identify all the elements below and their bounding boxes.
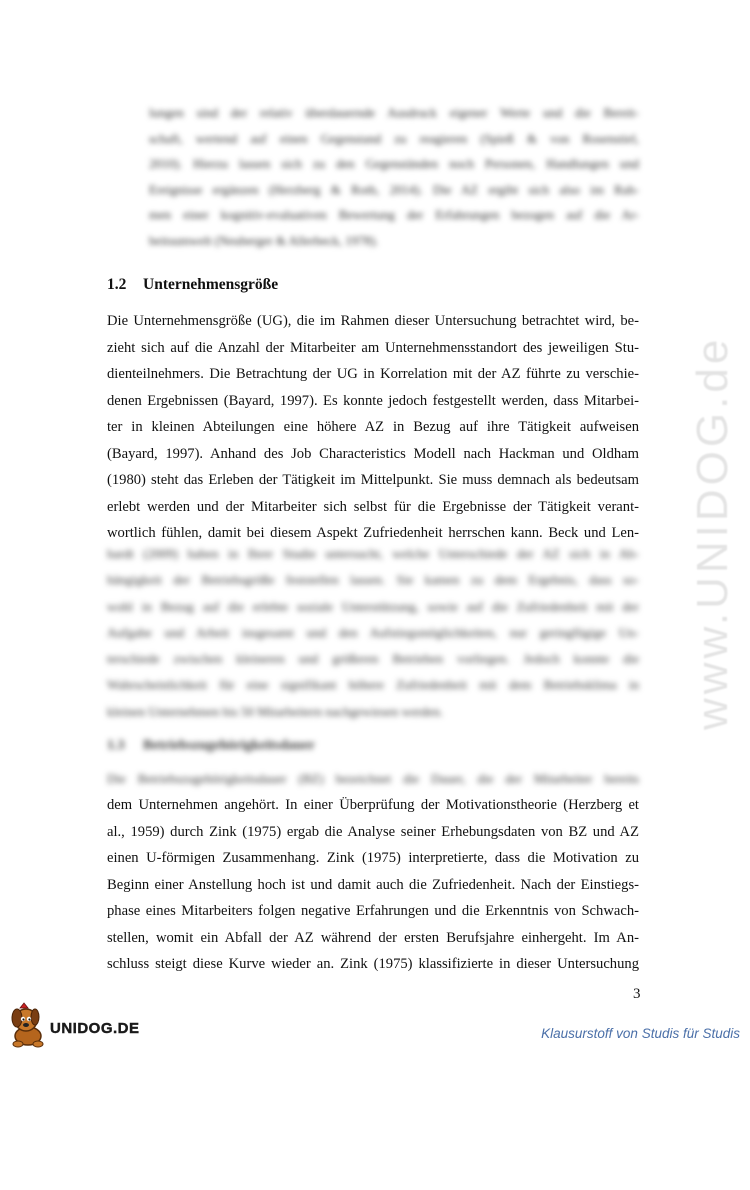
text-line: 2010). Hierzu lassen sich zu den Gegenständen noch Personen, Handlungen und xyxy=(149,157,639,171)
text-line: Die Betriebszugehörigkeitsdauer (BZ) bezeichnet die Dauer, die der Mitarbeiter bereits xyxy=(107,771,639,786)
text-line: terschiede zwischen kleineren und größeren Betrieben vorliegen. Jedoch konnte die xyxy=(107,651,639,667)
text-line: Aufgabe und Arbeit insgesamt und den Aufstiegsmöglichkeiten, nur geringfügige Un- xyxy=(107,624,639,640)
text-line: (Bayard, 1997). Anhand des Job Characteristics Modell nach Hackman und Oldham xyxy=(107,445,639,462)
text-line: zieht sich auf die Anzahl der Mitarbeiter am Unternehmensstandort des jeweiligen Stu- xyxy=(107,339,639,356)
section-heading-1-3 xyxy=(107,738,315,754)
dog-mascot-icon xyxy=(8,1002,52,1048)
text-line: erlebt werden und der Mitarbeiter sich selbst für die Ergebnisse der Tätigkeit verant- xyxy=(107,498,639,515)
text-line: Die Unternehmensgröße (UG), die im Rahmen dieser Untersuchung betrachtet wird, be- xyxy=(107,313,639,329)
watermark-text: www.UNIDOG.de xyxy=(688,335,737,730)
text-line: einen U-förmigen Zusammenhang. Zink (1975) interpretierte, dass die Motivation zu xyxy=(107,850,639,866)
text-line: schaft, wertend auf einen Gegenstand zu reagieren (Spieß & von Rosenstiel, xyxy=(149,131,639,146)
page-number: 3 xyxy=(633,986,641,1002)
text-line: lungen sind der relativ überdauernde Ausdruck eigener Werte und die Bereit- xyxy=(149,106,639,120)
logo-text: UNIDOG.DE xyxy=(50,1020,140,1037)
text-line: beitsumwelt (Neuberger & Allerbeck, 1978). xyxy=(149,233,379,248)
text-line: (1980) steht das Erleben der Tätigkeit im Mittelpunkt. Sie muss demnach als bedeutsam xyxy=(107,472,639,488)
text-line: hängigkeit der Betriebsgröße feststellen lassen. Sie kamen zu dem Ergebnis, dass so- xyxy=(107,572,639,588)
text-line: wortlich fühlen, damit bei diesem Aspekt Zufriedenheit herrschen kann. Beck und Len- xyxy=(107,525,639,541)
text-line: wohl in Bezug auf die erlebte soziale Unterstützung, sowie auf die Zufriedenheit mit der xyxy=(107,598,639,614)
top-paragraph xyxy=(149,101,639,254)
text-line: Beginn einer Anstellung hoch ist und damit auch die Zufriedenheit. Nach der Einstiegs- xyxy=(107,876,639,893)
section-title: Betriebszugehörigkeitsdauer xyxy=(143,738,315,753)
text-line: phase eines Mitarbeiters folgen negative Erfahrungen und die Erkenntnis von Schwach- xyxy=(107,903,639,919)
section-1-2-body xyxy=(107,308,639,547)
text-line: al., 1959) durch Zink (1975) ergab die Analyse seiner Erhebungsdaten von BZ und AZ xyxy=(107,823,639,840)
text-line: dem Unternehmen angehört. In einer Überprüfung der Motivationstheorie (Herzberg et xyxy=(107,797,639,813)
text-line: schluss steigt diese Kurve wieder an. Zink (1975) klassifizierte in dieser Untersuchung xyxy=(107,956,639,972)
text-line: men einer kognitiv-evaluativen Bewertung der Erfahrungen bezogen auf die Ar- xyxy=(149,208,639,222)
section-1-2-blurred xyxy=(107,541,639,725)
section-heading-1-2 xyxy=(107,276,278,294)
text-line: Ereignisse ergänzen (Herzberg & Roth, 2014). Die AZ ergibt sich also im Rah- xyxy=(149,182,639,197)
text-line: kleinen Unternehmen bis 50 Mitarbeitern nachgewiesen werden. xyxy=(107,703,444,719)
section-1-3-body xyxy=(107,792,639,978)
text-line: denen Ergebnissen (Bayard, 1997). Es konnte jedoch festgestellt werden, dass Mitarbei- xyxy=(107,392,639,409)
unidog-logo[interactable] xyxy=(8,1000,208,1050)
text-line: Wahrscheinlichkeit für eine signifikant höhere Zufriedenheit mit dem Betriebsklima in xyxy=(107,677,639,693)
text-line: ter in kleinen Abteilungen eine höhere AZ in Bezug auf ihre Tätigkeit aufweisen xyxy=(107,419,639,435)
text-line: hardt (2009) haben in Ihrer Studie untersucht, welche Unterschiede der AZ sich in Ab- xyxy=(107,546,639,561)
footer-slogan: Klausurstoff von Studis für Studis xyxy=(541,1026,740,1041)
text-line: stellen, womit ein Abfall der AZ während der ersten Berufsjahre einhergeht. Im An- xyxy=(107,929,639,946)
section-1-3-blurred xyxy=(107,766,639,793)
text-line: dienteilnehmers. Die Betrachtung der UG in Korrelation mit der AZ führte zu verschie- xyxy=(107,366,639,382)
section-title: Unternehmensgröße xyxy=(143,276,279,293)
section-number: 1.3 xyxy=(107,738,125,753)
watermark xyxy=(688,335,738,1190)
section-number: 1.2 xyxy=(107,276,127,293)
